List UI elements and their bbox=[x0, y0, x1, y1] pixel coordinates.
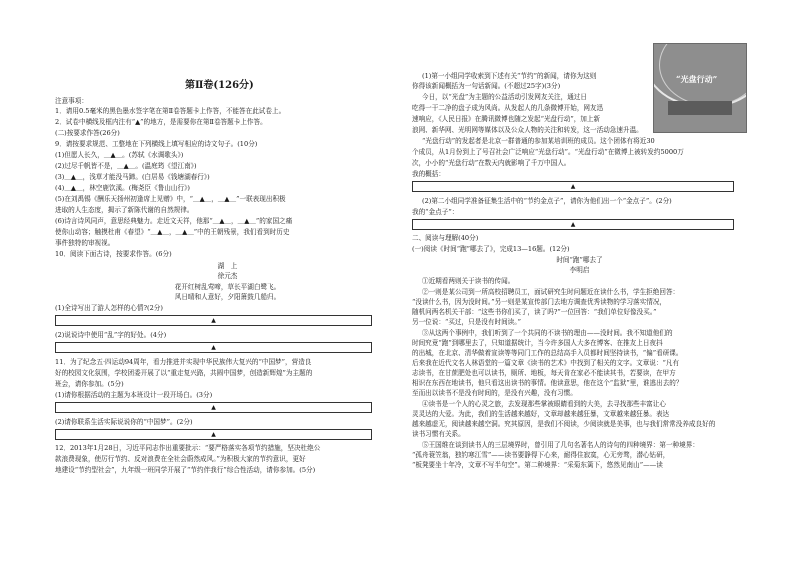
question-11-1: (1)请你根据活动的主题为本班设计一段开场白。(3分) bbox=[55, 391, 213, 399]
my-summary-label: 我的概括： bbox=[412, 170, 445, 178]
section-title: 第Ⅱ卷(126分) bbox=[185, 80, 254, 91]
poem-author: 徐元杰 bbox=[217, 272, 238, 280]
news-line-2: 吃得一干二净的盘子成为风尚。从发起人的几条微博开始，网友迅 bbox=[412, 104, 604, 112]
article-para-3-l5: 志读书，在甘蔗肥处也可以读书，厕所、地板，每天肯在家必不能读其书，若要读，在甲方 bbox=[412, 369, 676, 377]
question-10-2: (2)说说诗中使用“乱”字的好处。(4分) bbox=[55, 331, 167, 339]
question-9-5-line1: (5)在刘禹锡《酬乐天扬州初逢席上见赠》中，“＿▲＿，＿▲＿”一联表现出积极 bbox=[55, 195, 286, 203]
article-para-3-l1: ③从这两个事例中，我们听到了一个共同的不读书的理由——没时间。我不知道他们的 bbox=[422, 329, 673, 337]
question-9-6-line1: (6)诗言诗风同声，意思经典魅力。走近文天祥，他那“＿▲＿，＿▲＿”的家国之痛 bbox=[55, 217, 293, 225]
question-9-5-line2: 进取的人生态度，揭示了新陈代谢的自然规律。 bbox=[55, 206, 194, 214]
article-para-2-l4: 另一位说：“买过，只是没有时间读。” bbox=[412, 318, 521, 326]
guangpan-photo bbox=[653, 43, 747, 133]
poem-line-1: 花开红树乱莺啼，草长平湖白鹭飞。 bbox=[174, 283, 281, 291]
question-12-line1: 12．2013年1月28日，习近平同志作出重要批示：“要严格落实各项节约措施，坚决杜绝公 bbox=[55, 444, 321, 452]
news-line-3: 速响应，《人民日报》在腾讯微博也随之发起“光盘行动”，加上新 bbox=[412, 115, 601, 123]
question-11-line2: 好的校园文化氛围，学校团委开展了以“重走复兴路，共圆中国梦，创造新辉煌”为主题的 bbox=[55, 369, 313, 377]
q12-2-line1: (2)第二小组同学准备征集生活中的“节约金点子”，请你为他们出一个“金点子”。(2分) bbox=[422, 197, 672, 205]
question-11-2: (2)请你联系生活实际说说你的“中国梦”。(2分) bbox=[55, 418, 193, 426]
article-para-4-l4: 读书习惯有关系。 bbox=[412, 430, 465, 438]
article-para-3-l2: 时间究竟“跑”到哪里去了，只知道据统计，当今许多国人大多在博客、在推友上日夜抖 bbox=[412, 339, 663, 347]
article-para-5-l2: “孤舟蓑笠翁，独钓寒江雪”——读书要静得下心来，耐得住寂寞，心无旁骛，潜心钻研， bbox=[412, 451, 670, 459]
answer-box[interactable]: ▲ bbox=[55, 429, 372, 440]
notes-heading: 注意事项： bbox=[55, 97, 88, 105]
question-9-6-line3: 事件独特的审视视。 bbox=[55, 239, 115, 247]
news-line-7: 次，小小的“光盘行动”在数天内就影响了千万中国人。 bbox=[412, 159, 571, 167]
poem-line-2: 风日晴和人意好，夕阳箫鼓几船归。 bbox=[174, 293, 281, 301]
article-author: 李明启 bbox=[569, 266, 590, 274]
photo-caption-band bbox=[668, 101, 732, 115]
question-10-1: (1)全诗写出了游人怎样的心情?(2分) bbox=[55, 304, 163, 312]
poem-title: 湖 上 bbox=[217, 262, 238, 270]
article-para-4-l1: ④读书是一个人的心灵之旅，去发现那些掌被眼睛看到的大美，去寻找那些丰富让心 bbox=[422, 400, 666, 408]
article-para-1: ①近期看两则关于读书的传闻。 bbox=[422, 277, 515, 285]
article-para-4-l2: 灵灵达的大爱。为此，我们的生活越来越好，文章却越来越狂暴，文章越来越狂暴。表达 bbox=[412, 410, 670, 418]
answer-box[interactable]: ▲ bbox=[412, 181, 734, 192]
article-para-3-l7: 至而出以读书不是没有时间的，是没有兴趣，没有习惯。 bbox=[412, 389, 577, 397]
question-12-line2: 款浪费现象，使厉行节约、反对浪费在全社会蔚然成风。”为积极大家的节约意识，更好 bbox=[55, 455, 306, 463]
note-2: 2．试卷中横线及框内注有“▲”的地方，是需要你在第Ⅱ卷答题卡上作答。 bbox=[55, 118, 267, 126]
question-12-line3: 地建设“节约型社会”，九年级一班同学开展了“节约伴我行”综合性活动，请你参加。(5分) bbox=[55, 466, 316, 474]
article-para-2-l1: ②一则是某公司到一所高校招聘员工，面试研究生时问题近在读什么书，学生拒绝回答： bbox=[422, 288, 680, 296]
answer-box[interactable]: ▲ bbox=[55, 315, 372, 326]
question-9-4: (4)＿▲＿，林空鹿饮溪。(梅尧臣《鲁山山行》) bbox=[55, 184, 190, 192]
photo-caption: “光盘行动” bbox=[676, 74, 718, 84]
article-para-5-l1: ⑤王国维在谈到读书人的三层境界时，曾引用了几句名著名人的诗句的四种境界：第一种境界： bbox=[422, 441, 699, 449]
article-para-3-l6: 相识在东西在地读书，他只看这出读书的事情。他读意思，他在这个“监狱”里，谁逃出去的？ bbox=[412, 379, 683, 387]
article-para-3-l4: 后来我在近代文名人林语堂的一篇文章《读书的艺术》中找到了相关的文字。文章说：“凡有 bbox=[412, 359, 680, 367]
article-title: 时间“跑”哪去了 bbox=[556, 256, 603, 264]
question-10: 10．阅读下面古诗，按要求作答。(6分) bbox=[55, 250, 172, 258]
section-heading: (二)按要求作答(26分) bbox=[55, 129, 120, 137]
question-11-line3: 班会，请你参加。(5分) bbox=[55, 380, 124, 388]
golden-idea-label: 我的“金点子”： bbox=[412, 208, 459, 216]
news-line-1: 今日，以“光盘”为主题的公益活动引发网友关注，通过日 bbox=[422, 93, 587, 101]
answer-box[interactable]: ▲ bbox=[412, 219, 734, 230]
article-para-5-l3: “板凳要坐十年冷，文章不写半句空”。第二种境界：“采菊东篱下，悠然见南山”——读 bbox=[412, 461, 663, 469]
question-9: 9．请按要求规范、工整地在下列横线上填写相应的诗文句子。(10分) bbox=[55, 140, 258, 148]
article-para-2-l3: 随机问两名机关干部：“这些书你们买了，读了吗?”一位回答：“我们单位好像没买。” bbox=[412, 308, 657, 316]
q12-1-line2: 你得该新闻概括为一句话新闻。(不超过25字)(3分) bbox=[412, 82, 561, 90]
news-line-5: “光盘行动”的发起者是北京一群普通的参加某培训班的成员。这个团体有将近30 bbox=[422, 137, 655, 145]
question-9-2: (2)过尽千帆皆不是，＿▲＿。(温庭筠《望江南》) bbox=[55, 162, 197, 170]
question-11-line1: 11．为了纪念五·四运动94周年，看力推进并实现中华民族伟大复兴的“中国梦”，营造良 bbox=[55, 358, 312, 366]
answer-box[interactable]: ▲ bbox=[55, 342, 372, 353]
q12-1-line1: (1)第一小组同学收索到下述有关“节约”的新闻，请你为这则 bbox=[422, 72, 597, 80]
article-para-2-l2: “没读什么书，因为没时间。”另一则是某宣传部门去地方调查优秀读物的学习落实情况， bbox=[412, 298, 667, 306]
note-1: 1．请用0.5毫米的黑色墨水签字笔在第Ⅱ卷答题卡上作答，不能答在此试卷上。 bbox=[55, 107, 286, 115]
question-9-6-line2: 使你山动容；触摸杜甫《春望》“＿▲＿，＿▲＿”中的王朝残景，我们看到时历史 bbox=[55, 228, 290, 236]
news-line-6: 个成员，从1月份到上了号召社会广泛响应“光盘行动”。“光盘行动”在微博上被转发约5000万 bbox=[412, 148, 684, 156]
question-9-1: (1)但愿人长久，＿▲＿。(苏轼《水调歌头》) bbox=[55, 151, 184, 159]
news-line-4: 浪网、新华网、光明网等媒体以及公众人物的关注和转发，这一活动急速升温。 bbox=[412, 126, 643, 134]
reading-section-heading: 二、阅读与理解(40分) bbox=[412, 234, 479, 242]
article-para-4-l3: 越来越虚无，阅读越来越空洞。究其原因，是我们不阅读，少阅读就是美事，也与我们常常没养成良好的 bbox=[412, 420, 716, 428]
article-para-3-l3: 的出城，在北京、清华做着宣读等等同门工作的总结高手入员都时间坚持读书，“偏”看研课。 bbox=[412, 349, 683, 357]
answer-box[interactable]: ▲ bbox=[55, 402, 372, 413]
question-9-3: (3)＿▲＿，浅草才能没马蹄。(白居易《钱塘湖春行》) bbox=[55, 173, 210, 181]
reading-part-1: (一)阅读《时间“跑”哪去了》，完成13—16题。(12分) bbox=[412, 245, 570, 253]
